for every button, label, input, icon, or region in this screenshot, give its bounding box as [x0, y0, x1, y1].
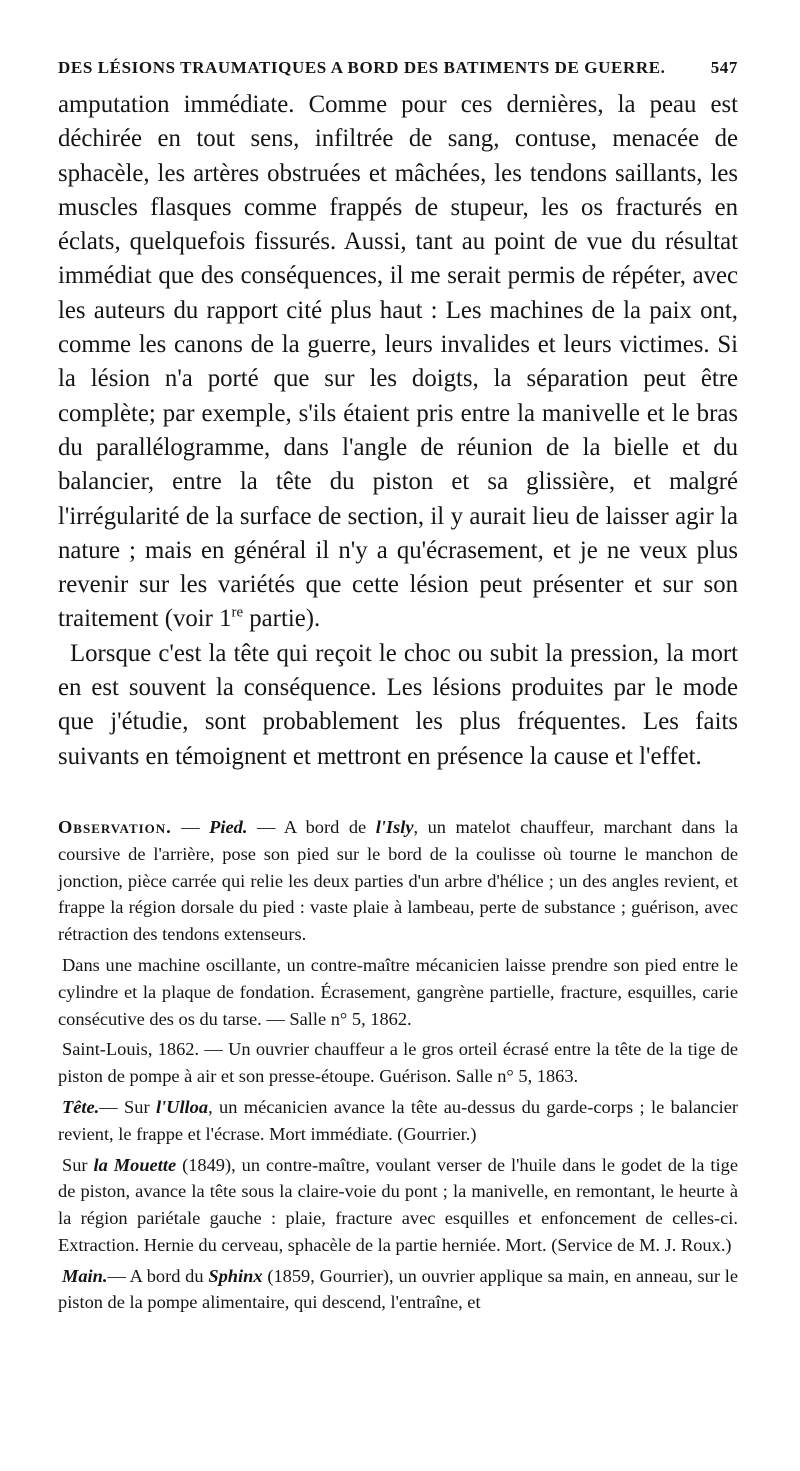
observation-text: , un mécanicien avance la tête au-dessus du garde-corps ; le balancier revient, le frappe et l'écrase. Mort immédiate. (Gourrier.) [58, 1096, 738, 1144]
observation-text: — A bord du [107, 1265, 209, 1286]
running-head [58, 58, 738, 78]
paragraph-text: amputation immédiate. Comme pour ces dernières, la peau est déchirée en tout sens, infiltrée de sang, contuse, menacée de sphacèle, les artères obstruées et mâchées, les tendons saillants, les muscles flasques comme frappés de stupeur, les os fracturés en éclats, quelquefois fissurés. Aussi, tant au point de vue du résultat immédiat que des conséquences, il me serait permis de répéter, avec les auteurs du rapport cité plus haut : Les machines de la paix ont, comme les canons de la guerre, leurs invalides et leurs victimes. Si la lésion n'a porté que sur les doigts, la séparation peut être complète; par exemple, s'ils étaient pris entre la manivelle et le bras du parallélogramme, dans l'angle de réunion de la bielle et du balancier, entre la tête du piston et sa glissière, et malgré l'irrégularité de la surface de section, il y aurait lieu de laisser agir la nature ; mais en général il n'y a qu'écrasement, et je ne veux plus revenir sur les variétés que cette lésion peut présenter et sur son traitement (voir 1 [58, 91, 738, 633]
running-title: DES LÉSIONS TRAUMATIQUES A BORD DES BATIMENTS DE GUERRE. [58, 58, 666, 77]
observation-text: — A bord de [247, 816, 376, 837]
observation-site: Tête. [62, 1096, 100, 1117]
observation-foot-1 [58, 814, 738, 948]
observation-text: , un matelot chauffeur, marchant dans la coursive de l'arrière, pose son pied sur le bord de la coulisse où tourne le manchon de jonction, pièce carrée qui relie les deux parties d'un arbre d'hélice ; un des angles revient, et frappe la région dorsale du pied : vaste plaie à lambeau, perte de substance ; guérison, avec rétraction des tendons extenseurs. [58, 816, 738, 945]
ship-name: l'Isly [375, 816, 414, 837]
observation-text: (1849), un contre-maître, voulant verser de l'huile dans le godet de la tige de piston, avance la tête sous la claire-voie du pont ; la manivelle, en remontant, le heurte à la région pariétale gauche : plaie, fracture avec esquilles et enfoncement de celles-ci. Extraction. Hernie du cerveau, sphacèle de la partie herniée. Mort. (Service de M. J. Roux.) [58, 1154, 738, 1255]
observations [58, 814, 738, 1316]
main-text [58, 88, 738, 774]
observation-label: Observation. [58, 816, 172, 837]
observation-text: Sur [62, 1154, 94, 1175]
paragraph: Lorsque c'est la tête qui reçoit le choc ou subit la pression, la mort en est souvent la conséquence. Les lésions produites par le mode que j'étudie, sont probablement les plus fréquentes. Les faits suivants en témoignent et mettront en présence la cause et l'effet. [58, 639, 738, 770]
observation-head-1 [58, 1094, 738, 1148]
observation-site: Pied. [209, 816, 248, 837]
observation-text: (1859, Gourrier), un ouvrier applique sa main, en anneau, sur le piston de la pompe alimentaire, qui descend, l'entraîne, et [58, 1265, 738, 1313]
observation-foot-2: Dans une machine oscillante, un contre-maître mécanicien laisse prendre son pied entre le cylindre et la plaque de fondation. Écrasement, gangrène partielle, fracture, esquilles, carie consécutive des os du tarse. — Salle n° 5, 1862. [58, 954, 738, 1029]
superscript: re [231, 605, 244, 622]
ship-name: l'Ulloa [155, 1096, 209, 1117]
observation-head-2 [58, 1152, 738, 1259]
observation-site: Main. [62, 1265, 108, 1286]
paragraph-text: partie). [243, 605, 321, 633]
observation-text: — Sur [99, 1096, 156, 1117]
page-number: 547 [710, 58, 738, 77]
observation-hand-1 [58, 1263, 738, 1317]
observation-foot-3: Saint-Louis, 1862. — Un ouvrier chauffeur a le gros orteil écrasé entre la tête de la tige de piston de pompe à air et son presse-étoupe. Guérison. Salle n° 5, 1863. [58, 1039, 738, 1087]
observation-dash: — [171, 816, 210, 837]
ship-name: la Mouette [93, 1154, 177, 1175]
ship-name: Sphinx [208, 1265, 263, 1286]
paragraph [58, 88, 738, 637]
